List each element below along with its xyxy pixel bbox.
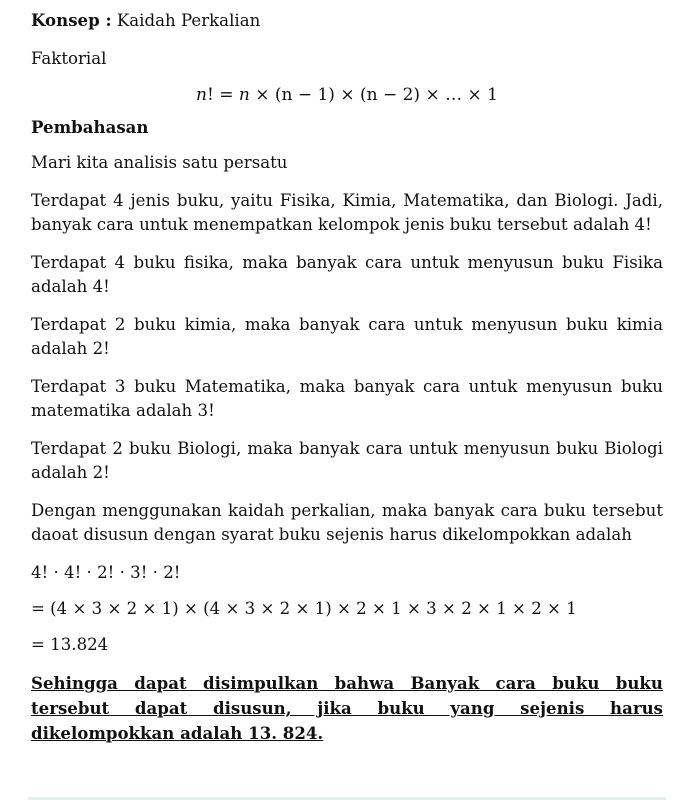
pembahasan-heading: Pembahasan bbox=[31, 117, 149, 137]
factorial-formula bbox=[31, 83, 663, 107]
konsep-line bbox=[31, 8, 663, 33]
paragraph-jenis-buku: Terdapat 4 jenis buku, yaitu Fisika, Kimia, Matematika, dan Biologi. Jadi, banyak cara untuk menempatkan kelompok jenis buku tersebut adalah 4! bbox=[31, 191, 663, 234]
paragraph-fisika: Terdapat 4 buku fisika, maka banyak cara untuk menyusun buku Fisika adalah 4! bbox=[31, 253, 663, 296]
conclusion-text: Sehingga dapat disimpulkan bahwa Banyak cara buku buku tersebut dapat disusun, jika buku yang sejenis harus dikelompokkan adalah 13. 824. bbox=[31, 673, 663, 743]
paragraph-kimia: Terdapat 2 buku kimia, maka banyak cara untuk menyusun buku kimia adalah 2! bbox=[31, 315, 663, 358]
solution-document bbox=[31, 8, 663, 746]
paragraph-biologi: Terdapat 2 buku Biologi, maka banyak cara untuk menyusun buku Biologi adalah 2! bbox=[31, 439, 663, 482]
calc-line-result: = 13.824 bbox=[31, 635, 109, 654]
calc-line-factorials: 4! · 4! · 2! · 3! · 2! bbox=[31, 563, 181, 582]
intro-text: Mari kita analisis satu persatu bbox=[31, 153, 288, 172]
paragraph-kaidah-perkalian: Dengan menggunakan kaidah perkalian, maka banyak cara buku tersebut daoat disusun dengan syarat buku sejenis harus dikelompokkan adalah bbox=[31, 501, 663, 544]
konsep-label: Konsep : bbox=[31, 10, 112, 30]
formula-tail: × (n − 1) × (n − 2) × … × 1 bbox=[249, 85, 498, 105]
faktorial-heading: Faktorial bbox=[31, 49, 107, 68]
formula-rhs-var: n bbox=[238, 85, 250, 105]
formula-lhs: n bbox=[196, 85, 207, 105]
calc-line-expansion: = (4 × 3 × 2 × 1) × (4 × 3 × 2 × 1) × 2 × 1 × 3 × 2 × 1 × 2 × 1 bbox=[31, 599, 577, 618]
paragraph-matematika: Terdapat 3 buku Matematika, maka banyak cara untuk menyusun buku matematika adalah 3! bbox=[31, 377, 663, 420]
formula-equals: ! = bbox=[206, 85, 239, 105]
bottom-divider bbox=[28, 797, 666, 800]
konsep-value: Kaidah Perkalian bbox=[111, 11, 261, 30]
